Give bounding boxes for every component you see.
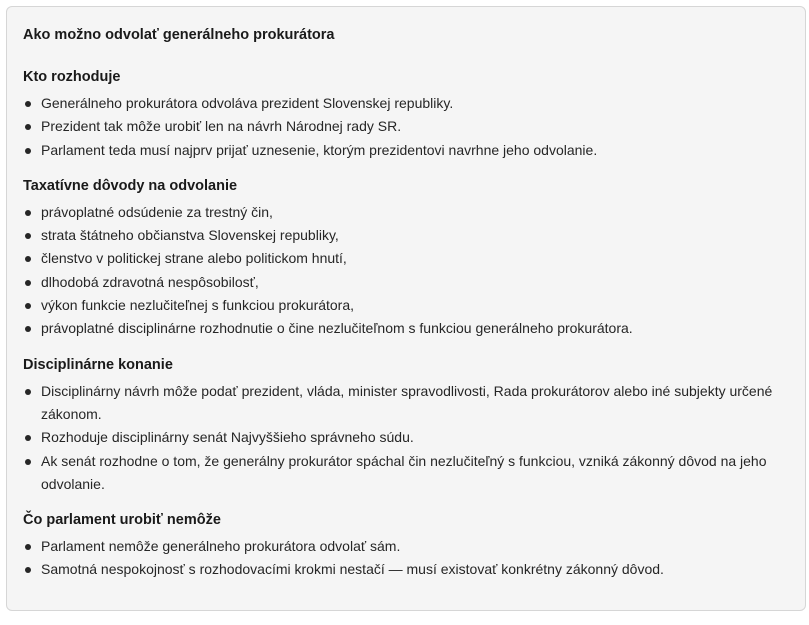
section-who-decides bbox=[23, 67, 789, 162]
list-item-text: Rozhoduje disciplinárny senát Najvyššieho správneho súdu. bbox=[41, 429, 414, 446]
section-grounds-for-dismissal bbox=[23, 176, 789, 341]
list-item-text: výkon funkcie nezlučiteľnej s funkciou prokurátora, bbox=[41, 297, 355, 314]
list-item-text: Disciplinárny návrh môže podať prezident, vláda, minister spravodlivosti, Rada prokurátorov alebo iné subjekty určené zákonom. bbox=[41, 382, 773, 422]
list-item bbox=[23, 317, 789, 340]
list-item bbox=[23, 294, 789, 317]
list-item-text: právoplatné odsúdenie za trestný čin, bbox=[41, 203, 273, 220]
list-item bbox=[23, 380, 789, 427]
bullet-list bbox=[23, 92, 789, 162]
list-item bbox=[23, 247, 789, 270]
bullet-list bbox=[23, 201, 789, 341]
bullet-icon bbox=[25, 326, 31, 332]
list-item bbox=[23, 224, 789, 247]
answer-card bbox=[6, 6, 806, 611]
section-disciplinary-proceedings bbox=[23, 355, 789, 496]
list-item-text: Parlament nemôže generálneho prokurátora odvolať sám. bbox=[41, 538, 401, 555]
list-item bbox=[23, 535, 789, 558]
bullet-list bbox=[23, 535, 789, 582]
list-item bbox=[23, 271, 789, 294]
section-heading: Čo parlament urobiť nemôže bbox=[23, 512, 221, 529]
list-item bbox=[23, 139, 789, 162]
section-what-parliament-cannot-do bbox=[23, 510, 789, 582]
list-item bbox=[23, 426, 789, 449]
list-item-text: Ak senát rozhodne o tom, že generálny prokurátor spáchal čin nezlučiteľný s funkciou, vzniká zákonný dôvod na jeho odvolanie. bbox=[41, 452, 767, 492]
bullet-icon bbox=[25, 567, 31, 573]
list-item-text: právoplatné disciplinárne rozhodnutie o čine nezlučiteľnom s funkciou generálneho prokurátora. bbox=[41, 320, 633, 337]
bullet-icon bbox=[25, 435, 31, 441]
bullet-list bbox=[23, 380, 789, 496]
list-item-text: Prezident tak môže urobiť len na návrh Národnej rady SR. bbox=[41, 118, 402, 135]
bullet-icon bbox=[25, 124, 31, 130]
bullet-icon bbox=[25, 233, 31, 239]
document-title: Ako možno odvolať generálneho prokurátora bbox=[23, 27, 335, 43]
bullet-icon bbox=[25, 210, 31, 216]
bullet-icon bbox=[25, 148, 31, 154]
bullet-icon bbox=[25, 544, 31, 550]
bullet-icon bbox=[25, 101, 31, 107]
bullet-icon bbox=[25, 459, 31, 465]
list-item-text: členstvo v politickej strane alebo politickom hnutí, bbox=[41, 250, 347, 267]
list-item-text: Samotná nespokojnosť s rozhodovacími krokmi nestačí — musí existovať konkrétny zákonný dôvod. bbox=[41, 561, 664, 578]
list-item-text: strata štátneho občianstva Slovenskej republiky, bbox=[41, 227, 339, 244]
list-item-text: Generálneho prokurátora odvoláva prezident Slovenskej republiky. bbox=[41, 95, 454, 111]
bullet-icon bbox=[25, 389, 31, 395]
bullet-icon bbox=[25, 303, 31, 309]
list-item-text: Parlament teda musí najprv prijať uznesenie, ktorým prezidentovi navrhne jeho odvolanie. bbox=[41, 141, 598, 158]
bullet-icon bbox=[25, 280, 31, 286]
list-item bbox=[23, 450, 789, 497]
list-item bbox=[23, 92, 789, 115]
list-item bbox=[23, 201, 789, 224]
section-heading: Kto rozhoduje bbox=[23, 69, 121, 85]
bullet-icon bbox=[25, 256, 31, 262]
section-heading: Taxatívne dôvody na odvolanie bbox=[23, 177, 238, 194]
section-heading: Disciplinárne konanie bbox=[23, 356, 173, 373]
list-item-text: dlhodobá zdravotná nespôsobilosť, bbox=[41, 273, 259, 290]
list-item bbox=[23, 558, 789, 581]
list-item bbox=[23, 115, 789, 138]
